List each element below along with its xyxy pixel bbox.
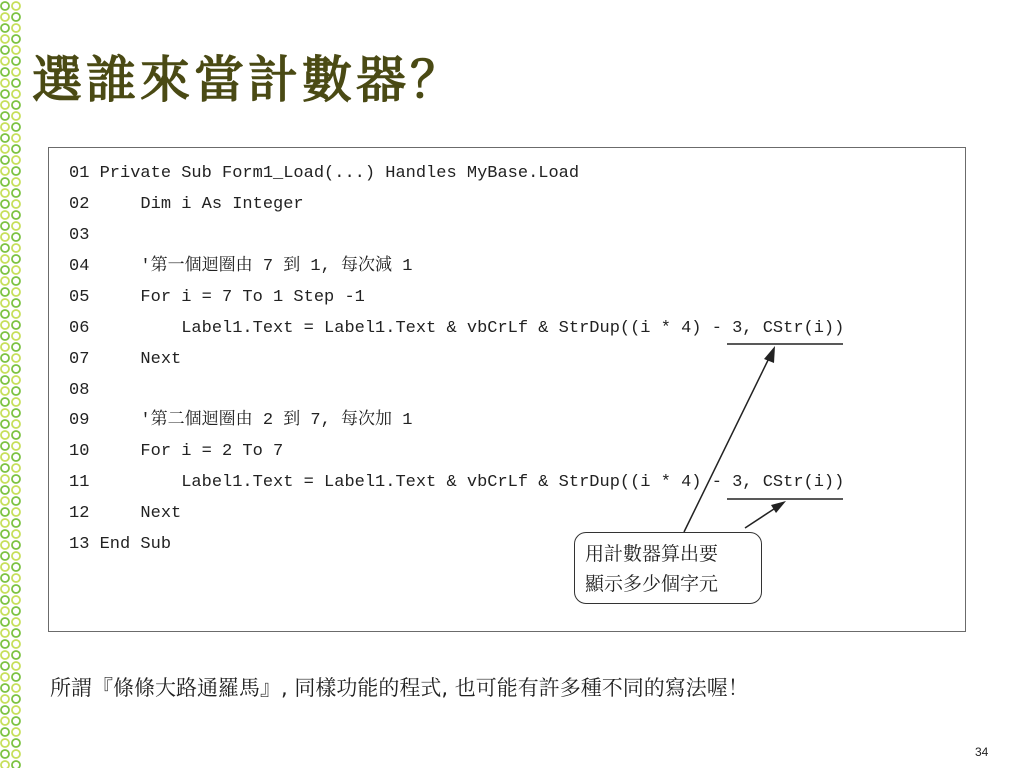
callout-line2: 顯示多少個字元	[585, 573, 719, 595]
arrowhead-upper	[764, 346, 775, 363]
arrowhead-lower	[771, 501, 786, 513]
slide-caption: 所謂『條條大路通羅馬』, 同樣功能的程式, 也可能有許多種不同的寫法喔！	[50, 676, 749, 700]
code-line: 02 Dim i As Integer	[69, 195, 304, 214]
code-line: 11 Label1.Text = Label1.Text & vbCrLf & StrDup((i * 4) - 3, CStr(i))	[69, 473, 845, 492]
callout-note	[574, 532, 762, 604]
arrow-line-upper	[684, 352, 772, 532]
code-line: 05 For i = 7 To 1 Step -1	[69, 288, 365, 307]
code-line: 07 Next	[69, 350, 182, 369]
page-number: 34	[975, 745, 989, 759]
code-line: 13 End Sub	[69, 535, 172, 554]
code-line: 04 '第一個迴圈由 7 到 1, 每次減 1	[69, 257, 413, 276]
slide-title: 選誰來當計數器？	[32, 50, 464, 109]
code-line: 12 Next	[69, 504, 182, 523]
code-line: 09 '第二個迴圈由 2 到 7, 每次加 1	[69, 411, 413, 430]
code-line: 01 Private Sub Form1_Load(...) Handles MyBase.Load	[69, 164, 580, 183]
callout-line1: 用計數器算出要	[585, 543, 719, 565]
code-line: 10 For i = 2 To 7	[69, 442, 284, 461]
code-line: 06 Label1.Text = Label1.Text & vbCrLf & StrDup((i * 4) - 3, CStr(i))	[69, 319, 845, 338]
code-line: 03	[69, 226, 90, 245]
code-line: 08	[69, 381, 90, 400]
